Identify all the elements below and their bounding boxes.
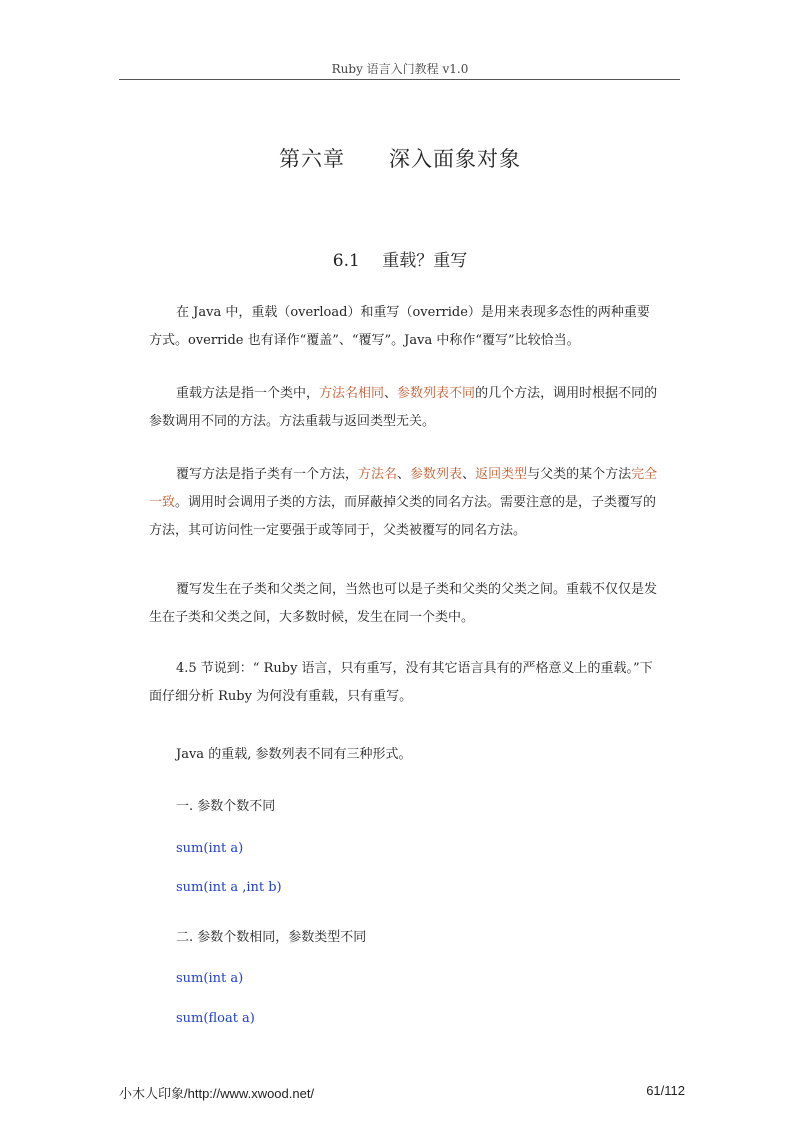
- code-line: sum(int a): [176, 841, 244, 856]
- text-run: 、: [384, 386, 398, 401]
- text-run: 。调用时会调用子类的方法，而屏蔽掉父类的同名方法。需要注意的是，子类覆写的方法，其可访问性一定要强于或等同于，父类被覆写的同名方法。: [149, 495, 657, 538]
- section-title: 6.1 重载？重写: [332, 251, 468, 271]
- java-overload-intro-line: Java 的重载, 参数列表不同有三种形式。: [176, 747, 412, 762]
- text-run: 覆写方法是指子类有一个方法，: [176, 467, 359, 482]
- code-line: sum(int a ,int b): [176, 880, 282, 895]
- paragraph-override-definition: [149, 461, 659, 545]
- highlight-fully-identical: 完全一致: [149, 467, 658, 510]
- text-run: 与父类的某个方法: [527, 467, 632, 482]
- paragraph-where-override-occurs: 覆写发生在子类和父类之间，当然也可以是子类和父类的父类之间。重载不仅仅是发生在子类和父类之间，大多数时候，发生在同一个类中。: [149, 582, 658, 625]
- paragraph-overload-definition: [149, 380, 659, 436]
- highlight-return-type: 返回类型: [475, 467, 528, 482]
- highlight-param-list-different: 参数列表不同: [397, 386, 476, 401]
- code-line: sum(float a): [176, 1011, 255, 1026]
- header-divider: [119, 79, 680, 80]
- text-run: 、: [462, 467, 476, 482]
- case-two-heading: 二. 参数个数相同，参数类型不同: [176, 930, 367, 945]
- page-header-title: Ruby 语言入门教程 v1.0: [331, 62, 469, 76]
- highlight-method-name: 方法名: [358, 467, 398, 482]
- case-one-heading: 一. 参数个数不同: [176, 799, 276, 814]
- chapter-title: 第六章 深入面象对象: [279, 147, 521, 171]
- footer-page-number: 61/112: [646, 1083, 685, 1098]
- text-run: 的几个方法，调用时根据不同的参数调用不同的方法。方法重载与返回类型无关。: [149, 386, 658, 429]
- highlight-method-name-same: 方法名相同: [319, 386, 385, 401]
- footer-site-link[interactable]: 小木人印象/http://www.xwood.net/: [119, 1086, 315, 1101]
- text-run: 、: [397, 467, 411, 482]
- highlight-param-list: 参数列表: [410, 467, 463, 482]
- paragraph-overload-override-intro: 在 Java 中，重载（overload）和重写（override）是用来表现多态性的两种重要方式。override 也有译作“覆盖”、“覆写”。Java 中称作“覆写”比较恰当。: [149, 305, 650, 348]
- text-run: 重载方法是指一个类中，: [176, 386, 320, 401]
- paragraph-ruby-note: 4.5 节说到：“ Ruby 语言，只有重写，没有其它语言具有的严格意义上的重载。”下面仔细分析 Ruby 为何没有重载，只有重写。: [149, 661, 653, 704]
- code-line: sum(int a): [176, 971, 244, 986]
